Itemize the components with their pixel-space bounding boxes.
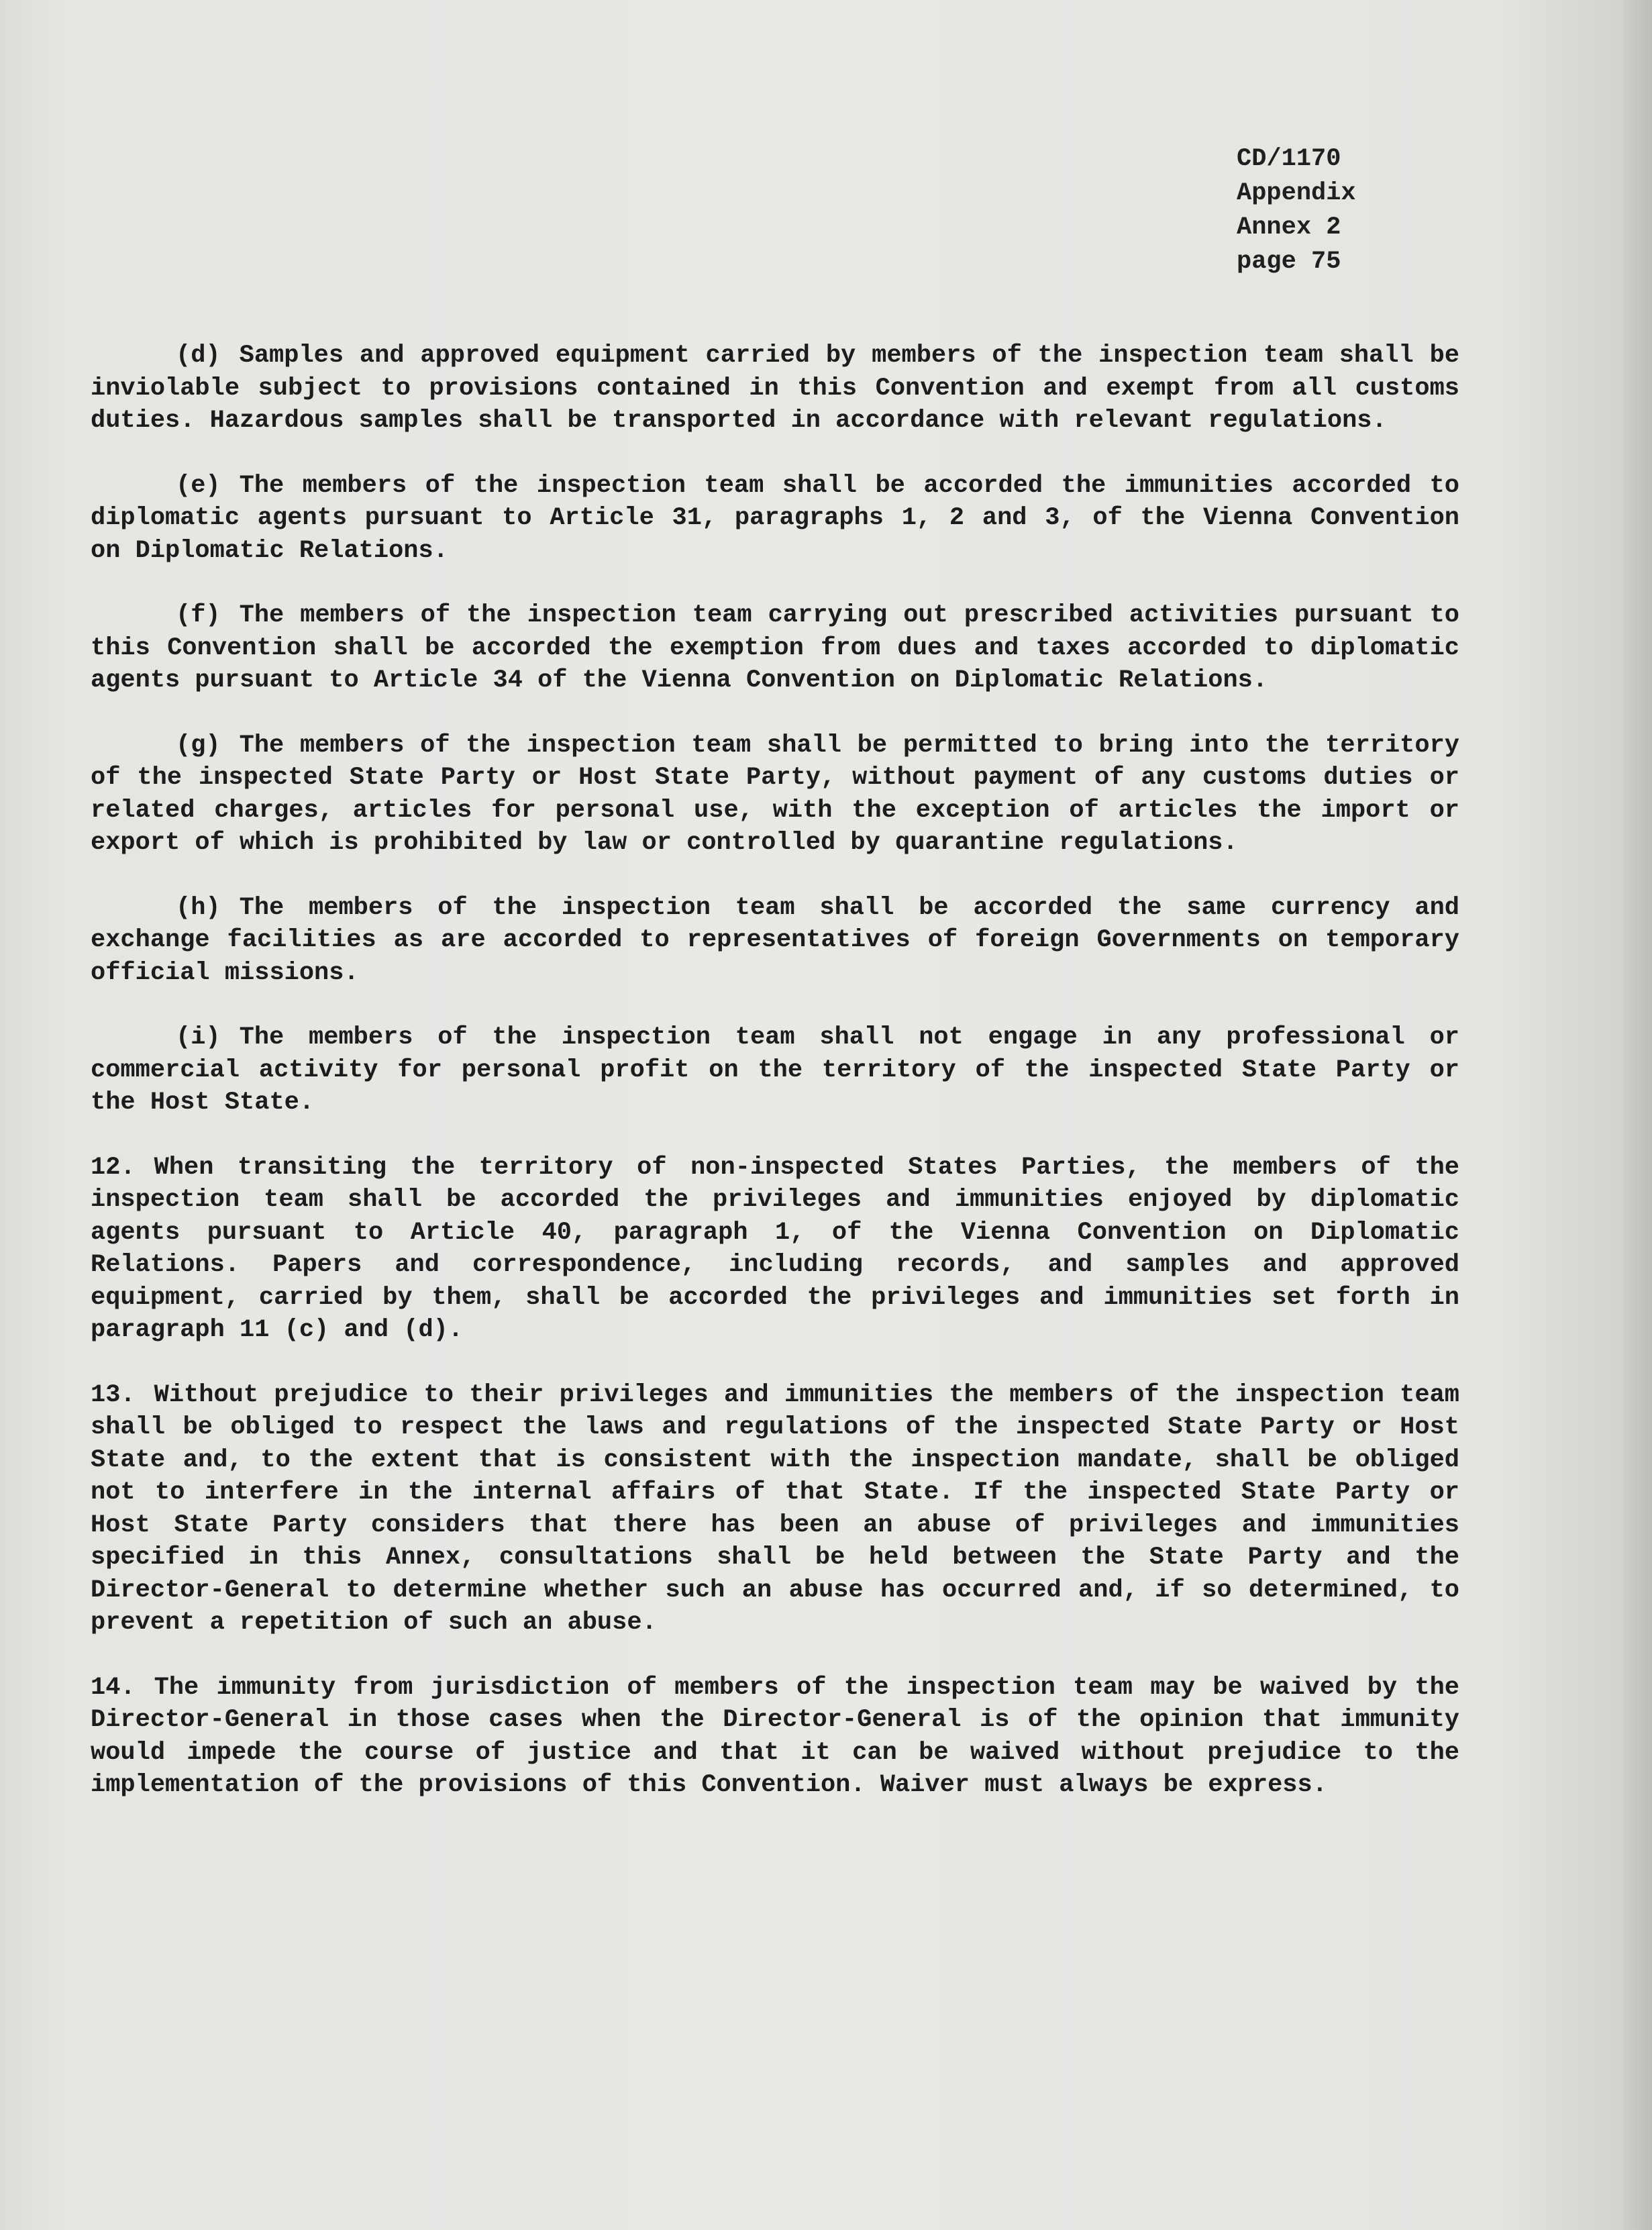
- paragraph-13: [91, 1379, 1459, 1639]
- paragraph-text: The members of the inspection team shall not engage in any professional or commercial activity for personal profit on the territory of the inspected State Party or the Host State.: [91, 1023, 1459, 1117]
- paragraph-label: (f): [176, 601, 221, 629]
- paragraph-text: Without prejudice to their privileges and immunities the members of the inspection team shall be obliged to respect the laws and regulations of the inspected State Party or Host State and, to the extent that is consistent with the inspection mandate, shall be obliged not to interfere in the internal affairs of that State. If the inspected State Party or Host State Party considers that there has been an abuse of privileges and immunities specified in this Annex, consultations shall be held between the State Party and the Director-General to determine whether such an abuse has occurred and, if so determined, to prevent a repetition of such an abuse.: [91, 1380, 1459, 1637]
- subparagraph-h: [91, 892, 1459, 990]
- paragraph-label: (d): [176, 342, 221, 370]
- appendix-label: Appendix: [1237, 179, 1356, 207]
- subparagraph-f: [91, 599, 1459, 697]
- document-header: [1237, 142, 1356, 279]
- document-body: [91, 340, 1459, 1834]
- paragraph-text: The members of the inspection team shall be accorded the immunities accorded to diplomatic agents pursuant to Article 31, paragraphs 1, 2 and 3, of the Vienna Convention on Diplomatic Relations.: [91, 471, 1459, 565]
- paragraph-text: Samples and approved equipment carried by members of the inspection team shall be inviolable subject to provisions contained in this Convention and exempt from all customs duties. Hazardous samples shall be transported in accordance with relevant regulations.: [91, 342, 1459, 435]
- paragraph-text: The members of the inspection team shall be accorded the same currency and exchange facilities as are accorded to representatives of foreign Governments on temporary official missions.: [91, 893, 1459, 987]
- document-symbol: CD/1170: [1237, 145, 1341, 173]
- annex-label: Annex 2: [1237, 213, 1341, 242]
- paragraph-14: [91, 1672, 1459, 1802]
- paragraph-12: [91, 1152, 1459, 1347]
- paragraph-label: (e): [176, 471, 221, 500]
- paragraph-text: The immunity from jurisdiction of members of the inspection team may be waived by the Director-General in those cases when the Director-General is of the opinion that immunity would impede the course of justice and that it can be waived without prejudice to the implementation of the provisions of this Convention. Waiver must always be express.: [91, 1673, 1459, 1799]
- subparagraph-g: [91, 729, 1459, 860]
- paragraph-text: The members of the inspection team shall be permitted to bring into the territory of the inspected State Party or Host State Party, without payment of any customs duties or related charges, articles for personal use, with the exception of articles the import or export of which is prohibited by law or controlled by quarantine regulations.: [91, 731, 1459, 857]
- paragraph-label: (i): [176, 1023, 221, 1052]
- paragraph-label: 13.: [91, 1380, 136, 1409]
- subparagraph-e: [91, 470, 1459, 568]
- paragraph-label: (g): [176, 731, 221, 760]
- paragraph-label: 14.: [91, 1673, 136, 1702]
- paragraph-label: (h): [176, 893, 221, 922]
- page-number: page 75: [1237, 248, 1341, 276]
- paragraph-text: The members of the inspection team carrying out prescribed activities pursuant to this Convention shall be accorded the exemption from dues and taxes accorded to diplomatic agents pursuant to Article 34 of the Vienna Convention on Diplomatic Relations.: [91, 601, 1459, 695]
- subparagraph-i: [91, 1021, 1459, 1119]
- subparagraph-d: [91, 340, 1459, 438]
- paragraph-label: 12.: [91, 1153, 136, 1182]
- paragraph-text: When transiting the territory of non-inspected States Parties, the members of the inspection team shall be accorded the privileges and immunities enjoyed by diplomatic agents pursuant to Article 40, paragraph 1, of the Vienna Convention on Diplomatic Relations. Papers and correspondence, including records, and samples and approved equipment, carried by them, shall be accorded the privileges and immunities set forth in paragraph 11 (c) and (d).: [91, 1153, 1459, 1344]
- page-edge-shadow: [1624, 0, 1652, 2230]
